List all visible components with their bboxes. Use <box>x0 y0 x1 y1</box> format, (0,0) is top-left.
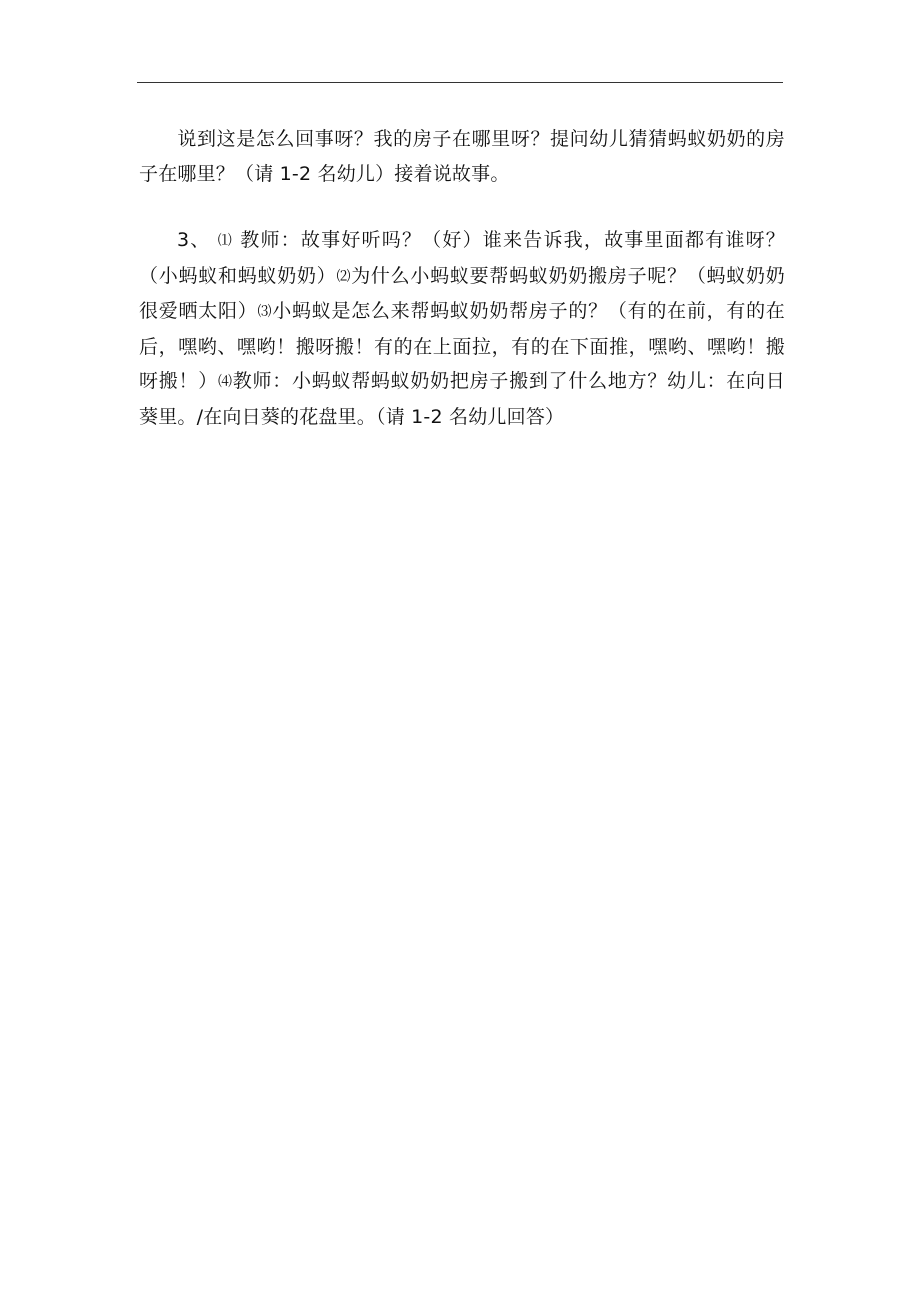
document-body <box>139 122 785 434</box>
item-number: 3、 <box>177 229 218 251</box>
sub-item-marker-2: ⑵ <box>336 268 352 285</box>
paragraph-2 <box>139 223 785 434</box>
sub-item-2-text: 为什么小蚂蚁要帮蚂蚁奶奶搬房子呢？（蚂蚁奶奶很爱晒太阳） <box>139 264 785 322</box>
sub-item-marker-1: ⑴ <box>217 233 233 249</box>
header-rule <box>137 82 783 83</box>
sub-item-4-text: 教师：小蚂蚁帮蚂蚁奶奶把房子搬到了什么地方？幼儿：在向日葵里。/在向日葵的花盘里。（请 1-2 名幼儿回答） <box>139 370 785 428</box>
paragraph-1-text: 说到这是怎么回事呀？我的房子在哪里呀？提问幼儿猜猜蚂蚁奶奶的房子在哪里？（请 1-2 名幼儿）接着说故事。 <box>139 128 785 185</box>
paragraph-1 <box>139 122 785 191</box>
sub-item-marker-4: ⑷ <box>217 374 233 390</box>
sub-item-3-text: 小蚂蚁是怎么来帮蚂蚁奶奶帮房子的？（有的在前，有的在后，嘿哟、嘿哟！搬呀搬！有的在上面拉，有的在下面推，嘿哟、嘿哟！搬呀搬！） <box>139 300 786 392</box>
sub-item-1-text: 教师：故事好听吗？（好）谁来告诉我，故事里面都有谁呀？（小蚂蚁和蚂蚁奶奶） <box>139 229 785 287</box>
sub-item-marker-3: ⑶ <box>257 304 273 320</box>
